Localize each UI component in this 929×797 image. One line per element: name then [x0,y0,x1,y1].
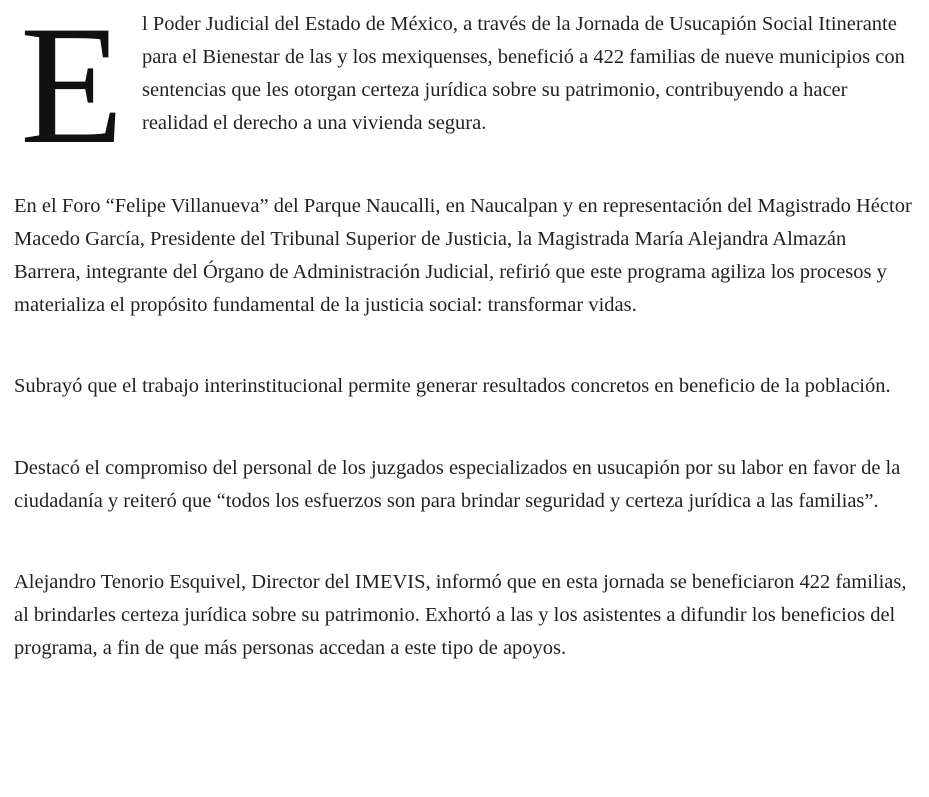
lead-paragraph [14,0,914,179]
lead-paragraph-text: l Poder Judicial del Estado de México, a través de la Jornada de Usucapión Social Itinerante para el Bienestar de las y los mexiquenses, benefició a 422 familias de nueve municipios con sentencias que les otorgan certeza jurídica sobre su patrimonio, contribuyendo a hacer realidad el derecho a una vivienda segura. [142,13,905,134]
drop-cap-letter: E [20,0,124,179]
article-paragraph-3: Subrayó que el trabajo interinstitucional permite generar resultados concretos en beneficio de la población. [14,375,891,397]
article-paragraph-2: En el Foro “Felipe Villanueva” del Parque Naucalli, en Naucalpan y en representación del Magistrado Héctor Macedo García, Presidente del Tribunal Superior de Justicia, la Magistrada María Alejandra Almazán Barrera, integrante del Órgano de Administración Judicial, refirió que este programa agiliza los procesos y materializa el propósito fundamental de la justicia social: transformar vidas. [14,195,912,316]
article-paragraph-5: Alejandro Tenorio Esquivel, Director del IMEVIS, informó que en esta jornada se beneficiaron 422 familias, al brindarles certeza jurídica sobre su patrimonio. Exhortó a las y los asistentes a difundir los beneficios del programa, a fin de que más personas accedan a este tipo de apoyos. [14,571,907,659]
article-paragraph-4: Destacó el compromiso del personal de los juzgados especializados en usucapión por su labor en favor de la ciudadanía y reiteró que “todos los esfuerzos son para brindar seguridad y certeza jurídica a las familias”. [14,457,901,512]
news-article-body [14,0,914,665]
